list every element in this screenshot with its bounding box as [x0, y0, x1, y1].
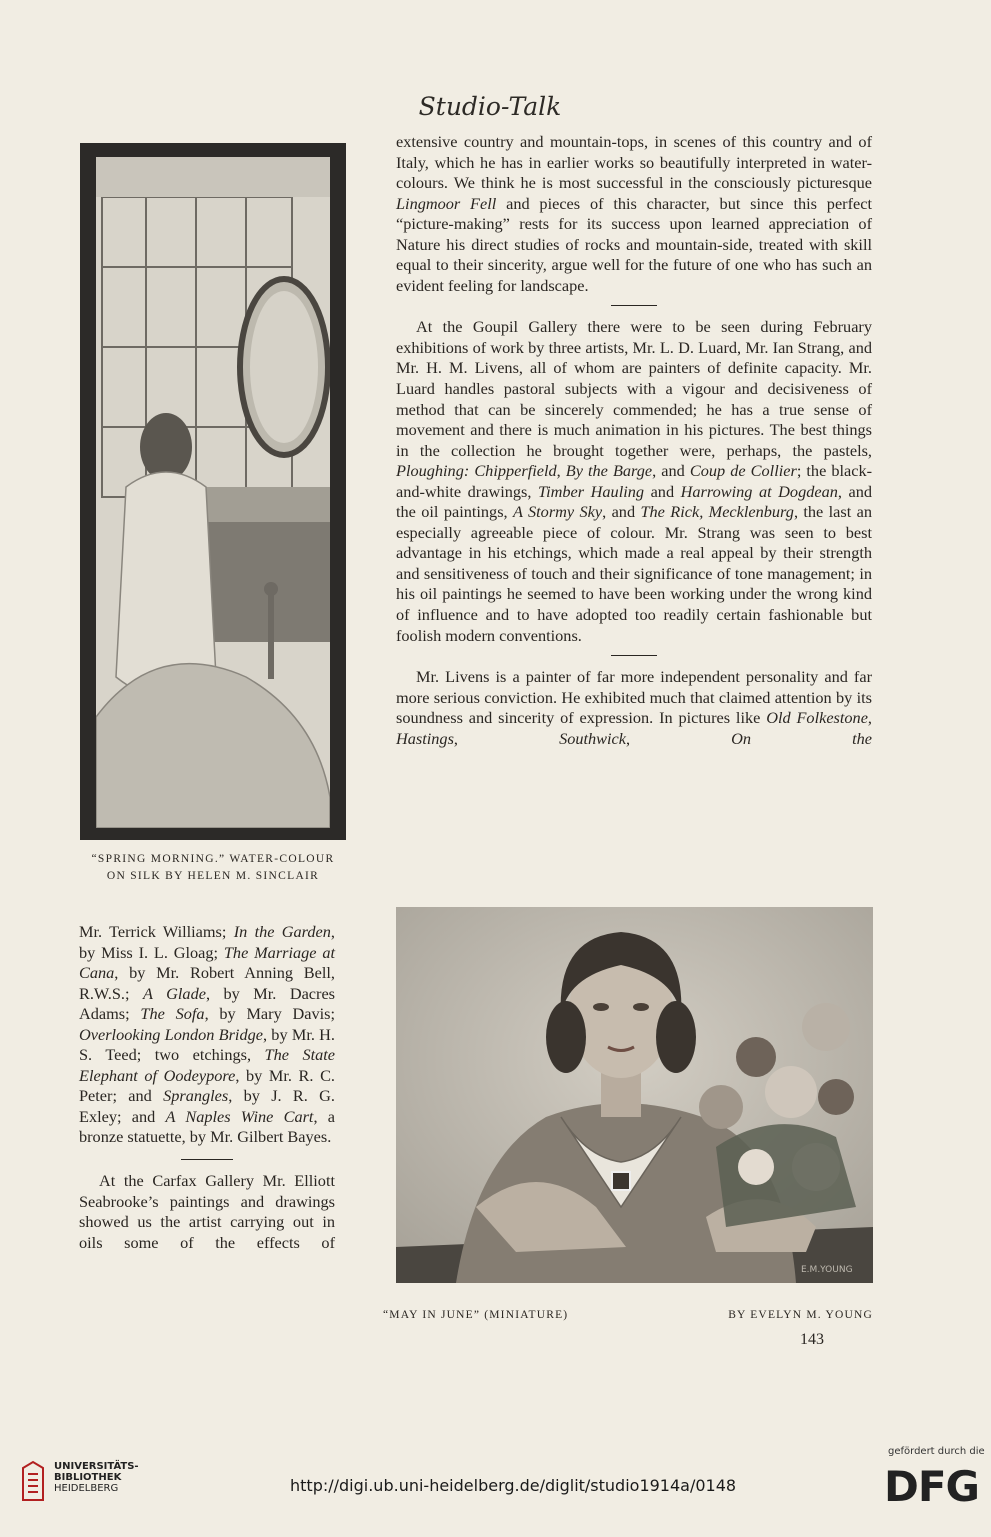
text-run: , — [556, 461, 566, 481]
text-run: , by Mr. R. C. Peter; and — [79, 1065, 335, 1106]
text-run: Mr. Terrick Williams; — [79, 922, 234, 941]
may-in-june-artwork — [396, 907, 873, 1283]
text-run: , by Mr. Robert Anning Bell, R.W.S.; — [79, 963, 335, 1003]
paragraph-goupil-gallery — [396, 317, 872, 646]
footer — [0, 1436, 991, 1537]
italic-title: Harrowing at Dogdean — [680, 481, 838, 501]
text-run: , and the oil paintings, — [396, 481, 873, 522]
italic-title: Old Folkestone — [766, 708, 868, 728]
spring-morning-caption-line1: “SPRING MORNING.” WATER-COLOUR — [91, 853, 335, 865]
text-run: , and — [602, 502, 641, 522]
may-in-june-caption-artist: BY EVELYN M. YOUNG — [728, 1309, 873, 1321]
page-header-title: Studio-Talk — [418, 92, 562, 121]
text-run: extensive country and mountain-tops, in scenes of this country and of Italy, which he has in earlier works so beautifully interpreted in water-colours. We think he is most successful in the consciously picturesque — [396, 132, 872, 193]
spring-morning-artwork — [96, 157, 330, 828]
illustration-spring-morning — [80, 143, 346, 840]
italic-title: Sprangles — [163, 1086, 229, 1106]
text-run: , by Mr. Dacres Adams; — [79, 983, 336, 1024]
italic-title: Timber Hauling — [537, 481, 645, 501]
source-url-link[interactable]: http://digi.ub.uni-heidelberg.de/diglit/studio1914a/0148 — [290, 1476, 737, 1495]
library-name-line2: BIBLIOTHEK — [54, 1472, 122, 1483]
text-run: , — [625, 728, 732, 748]
paragraph-livens — [396, 667, 872, 749]
text-run: ; the black-and-white drawings, — [396, 461, 873, 501]
text-run: , — [867, 708, 872, 728]
text-run: , by J. R. G. Exley; and — [79, 1086, 335, 1126]
library-name-line1: UNIVERSITÄTS- — [54, 1461, 139, 1472]
spring-morning-caption — [60, 851, 366, 885]
page-number: 143 — [800, 1331, 824, 1348]
italic-title: Overlooking London Bridge — [79, 1024, 263, 1044]
paragraph-carfax-gallery — [79, 1171, 335, 1253]
text-run: Mr. Livens is a painter of far more independent personality and far more serious conviction. He exhibited much that claimed attention by its soundness and sincerity of expression. In pictures like — [396, 667, 872, 728]
text-run: , by Mr. H. S. Teed; two etchings, — [79, 1024, 335, 1065]
text-run: , by Mary Davis; — [204, 1004, 335, 1024]
photo-signature: E.M.YOUNG — [801, 1265, 853, 1275]
italic-title: A Stormy Sky — [512, 502, 603, 522]
paragraph-lingmoor — [396, 132, 872, 296]
spring-morning-caption-line2: ON SILK BY HELEN M. SINCLAIR — [106, 870, 320, 882]
paragraph-exhibitors-list — [79, 922, 335, 1148]
italic-title: On the — [731, 728, 873, 748]
library-name — [54, 1461, 139, 1494]
illustration-may-in-june — [396, 907, 873, 1283]
text-run: At the Goupil Gallery there were to be seen during February exhibitions of work by three artists, Mr. L. D. Luard, Mr. Ian Strang, and Mr. H. M. Livens, all of whom are painters of definite capacity. Mr. Luard handles pastoral subjects with a vigour and decisiveness of method that can be sincerely commended; he has a true sense of movement and there is much animation in his pictures. The best things in the collection he brought together were, perhaps, the pastels, — [396, 317, 872, 460]
right-column-text — [396, 132, 872, 749]
library-name-line3: HEIDELBERG — [54, 1483, 119, 1494]
section-divider — [611, 305, 657, 306]
section-divider — [611, 655, 657, 656]
italic-title: The Sofa — [140, 1004, 205, 1024]
text-run: , by Miss I. L. Gloag; — [79, 922, 335, 962]
italic-title: The Rick, Mecklenburg — [640, 502, 794, 522]
text-run: At the Carfax Gallery Mr. Elliott Seabrooke’s paintings and drawings showed us the artist carrying out in oils some of the effects of — [79, 1171, 335, 1252]
text-run: , and — [652, 461, 690, 481]
italic-title: Southwick — [559, 728, 626, 748]
text-run: and pieces of this character, but since this perfect “picture-making” rests for its success upon learned appreciation of Nature his direct studies of rocks and mountain-side, treated with skill equal to their sincerity, argue well for the future of one who has such an evident feeling for landscape. — [396, 193, 872, 295]
italic-title: Lingmoor Fell — [396, 193, 497, 213]
italic-title: Coup de Collier — [689, 461, 797, 481]
text-run: and — [644, 481, 681, 501]
section-divider — [181, 1159, 233, 1160]
dfg-logo: DFG — [884, 1462, 980, 1511]
left-column-text — [79, 922, 335, 1253]
italic-title: The Marriage at Cana — [79, 942, 336, 983]
italic-title: A Naples Wine Cart — [165, 1106, 314, 1126]
library-logo-icon — [20, 1460, 46, 1506]
italic-title: The State Elephant of Oodeypore — [79, 1045, 335, 1085]
spring-morning-painting — [96, 157, 330, 828]
italic-title: A Glade — [143, 983, 206, 1003]
italic-title: Hastings — [396, 728, 454, 748]
italic-title: By the Barge — [565, 461, 653, 481]
text-run: , the last an especially agreeable piece of colour. Mr. Strang was seen to best advantage in his etchings, which made a real appeal by their strength and sensitiveness of touch and their significance of tone management; in his oil paintings he seemed to have been working under the wrong kind of influence and to have adopted too readily certain fashionable but foolish modern conventions. — [396, 502, 873, 645]
sponsor-label: gefördert durch die — [888, 1446, 985, 1457]
text-run: , a bronze statuette, by Mr. Gilbert Bayes. — [79, 1106, 335, 1147]
may-in-june-caption-title: “MAY IN JUNE” (MINIATURE) — [383, 1309, 569, 1321]
text-run: , — [453, 728, 560, 748]
italic-title: Ploughing: Chipperfield — [396, 461, 557, 481]
italic-title: In the Garden — [233, 922, 331, 941]
